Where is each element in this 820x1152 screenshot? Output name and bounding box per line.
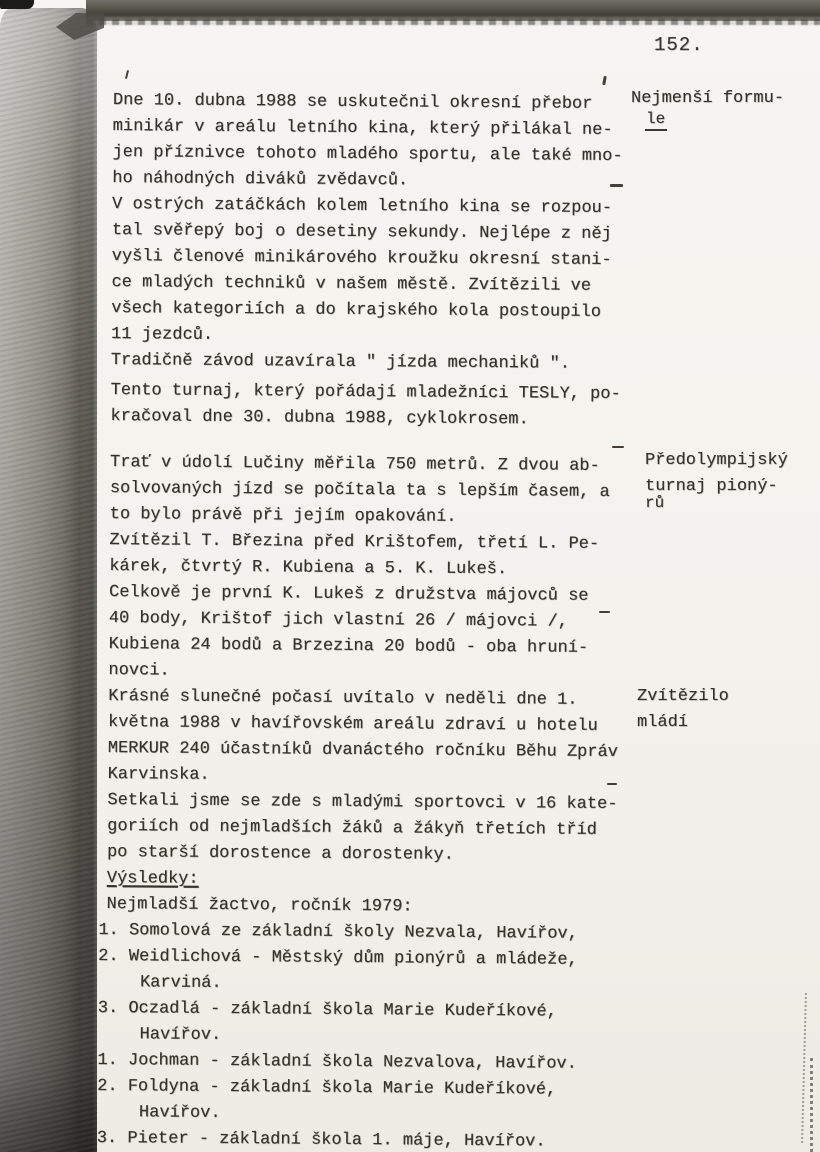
text-line: Dne 10. dubna 1988 se uskutečnil okresní přebor: [112, 91, 593, 114]
scan-corner-shadow: [0, 0, 34, 9]
text-line: solvovaných jízd se počítala ta s lepším časem, a: [109, 479, 610, 502]
text-line: ho náhodných diváků zvědavců.: [112, 169, 409, 191]
text-line: 11 jezdců.: [110, 325, 214, 345]
text-line: Celkově je první K. Lukeš z družstva májovců se: [108, 583, 589, 606]
text-line: Karviná.: [139, 973, 222, 993]
text-line: 2. Foldyna - základní škola Marie Kudeříkové,: [97, 1076, 557, 1100]
book-spine-edge: [0, 8, 97, 1152]
text-line: minikár v areálu letního kina, který přilákal ne-: [112, 117, 613, 140]
text-line: ce mladých techniků v našem městě. Zvítězili ve: [111, 273, 592, 296]
scan-artifact: [810, 1058, 813, 1152]
document-body: [97, 88, 650, 1152]
scan-artifact: [610, 184, 623, 187]
paragraph: [100, 450, 647, 688]
text-line: Krásné slunečné počasí uvítalo v neděli dne 1.: [108, 687, 578, 710]
margin-note-continuation: rů: [645, 494, 665, 512]
text-line: V ostrých zatáčkách kolem letního kina se rozpou-: [112, 195, 613, 218]
margin-note: [637, 684, 729, 736]
text-line: Havířov.: [139, 1025, 222, 1045]
paragraph: [97, 684, 646, 1152]
text-line: 3. Pieter - základní škola 1. máje, Havířov.: [96, 1128, 546, 1152]
text-line: 3. Oczadlá - základní škola Marie Kudeříkové,: [97, 998, 557, 1022]
text-line: Havířov.: [138, 1103, 221, 1123]
text-line: 1. Jochman - základní škola Nezvalova, Havířov.: [97, 1050, 577, 1074]
text-line: tal svěřepý boj o desetiny sekundy. Nejlépe z něj: [111, 221, 612, 244]
text-line: jen příznivce tohoto mladého sportu, ale také mno-: [112, 143, 623, 167]
scan-artifact: [125, 70, 129, 79]
scan-artifact: [607, 783, 617, 785]
text-line: 40 body, Krištof jich vlastní 26 / májovci /,: [108, 609, 568, 632]
text-line: vyšli členové minikárového kroužku okresní stani-: [111, 247, 612, 270]
text-line: 2. Weidlichová - Městský dům pionýrů a mládeže,: [98, 946, 578, 970]
margin-note-line: Předolympijský: [645, 451, 788, 470]
paragraph: [102, 378, 647, 434]
text-line: 1. Somolová ze základní školy Nezvala, Havířov,: [98, 920, 578, 944]
text-line: května 1988 v havířovském areálu zdraví u hotelu: [107, 713, 598, 736]
text-line: MERKUR 240 účastníků dvanáctého ročníku Běhu Zpráv: [107, 739, 618, 763]
scan-artifact: [602, 76, 607, 85]
text-line: kárek, čtvrtý R. Kubiena a 5. K. Lukeš.: [109, 557, 508, 580]
text-line: Výsledky:: [106, 869, 199, 889]
scan-top-edge: [86, 0, 820, 21]
text-line: Karvinska.: [107, 765, 210, 785]
text-line: novci.: [108, 661, 170, 681]
margin-note: [645, 448, 788, 512]
margin-note-line: Nejmenší formu-: [631, 89, 785, 108]
scan-artifact: [599, 611, 610, 613]
text-line: Nejmladší žactvo, ročník 1979:: [106, 895, 413, 917]
text-line: kračoval dne 30. dubna 1988, cyklokrosem.: [110, 407, 529, 430]
text-line: goriích od nejmladších žáků a žákyň třetích tříd: [107, 817, 597, 840]
text-line: to bylo právě při jejím opakování.: [109, 505, 457, 527]
margin-note-line: mládí: [637, 713, 689, 732]
page-number: 152.: [654, 34, 704, 56]
margin-note-continuation: le: [645, 109, 667, 131]
margin-note-line: Zvítězilo: [637, 687, 729, 706]
text-line: všech kategoriích a do krajského kola postoupilo: [111, 299, 602, 322]
margin-note-line: turnaj pioný-: [645, 477, 778, 496]
text-line: Zvítězil T. Březina před Krištofem, třetí L. Pe-: [109, 531, 600, 554]
text-line: Kubiena 24 bodů a Brzezina 20 bodů - oba hruní-: [108, 635, 589, 658]
text-line: Tradičně závod uzavírala " jízda mechaniků ".: [110, 351, 570, 374]
paragraph: [103, 88, 650, 378]
text-line: Tento turnaj, který pořádají mladežníci TESLY, po-: [110, 381, 621, 405]
text-line: po starší dorostence a dorostenky.: [106, 843, 454, 865]
text-line: Trať v údolí Lučiny měřila 750 metrů. Z dvou ab-: [109, 453, 600, 476]
scan-artifact: [612, 446, 624, 448]
scan-artifact: [801, 993, 807, 1143]
text-line: Setkali jsme se zde s mladými sportovci v 16 kate-: [107, 791, 618, 815]
margin-note: [631, 86, 784, 131]
